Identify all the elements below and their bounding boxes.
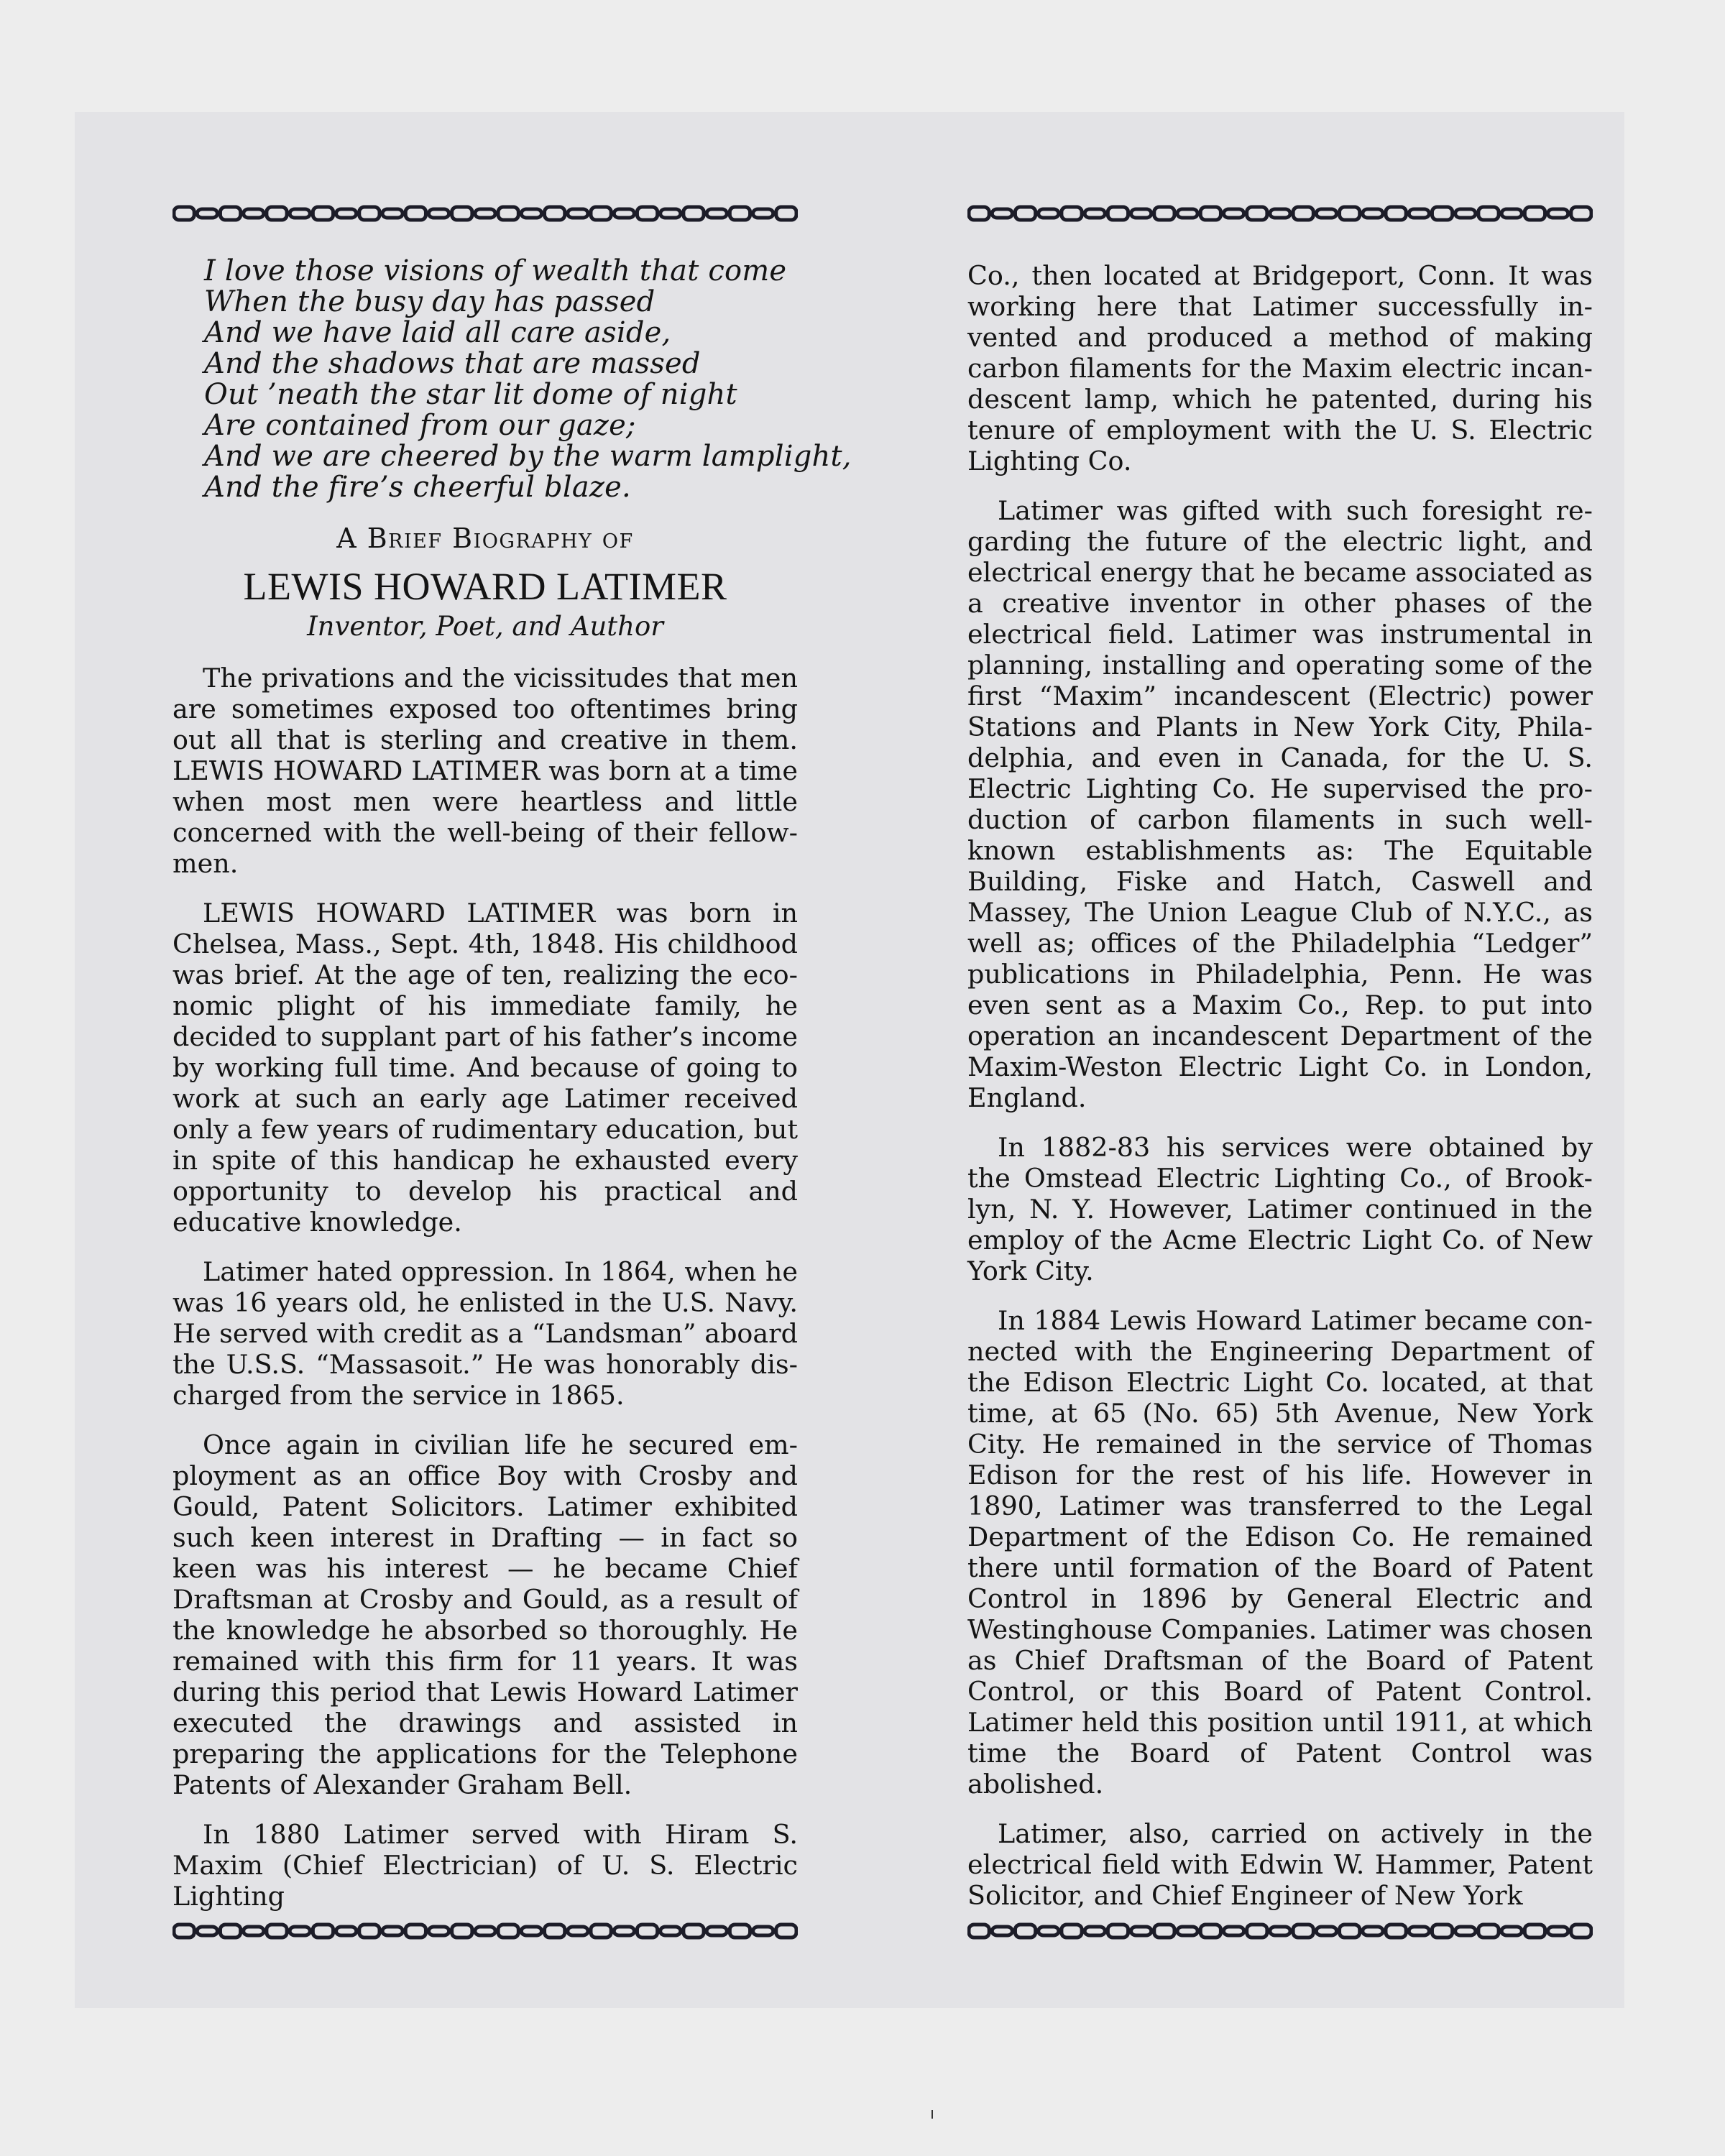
bottom-left-chain-border [172,1920,798,1942]
left-column [172,112,852,2008]
chain-link [452,1925,472,1938]
chain-link [475,209,495,218]
chain-link [498,1925,518,1938]
chain-link [1478,207,1499,220]
chain-link [521,1927,541,1935]
chain-link [1409,1927,1429,1935]
chain-link [1363,1927,1383,1935]
chain-link [753,209,773,218]
poem-line: And the shadows that are massed [204,347,701,380]
chain-link [1131,1927,1151,1935]
chain-link [336,1927,356,1935]
chain-link [1524,207,1545,220]
chain-link [1247,1925,1267,1938]
chain-link [267,207,287,220]
chain-link [1386,207,1406,220]
chain-link [336,209,356,218]
chain-link [290,1927,310,1935]
chain-link [1571,207,1591,220]
paragraph: Latimer was gifted with such foresight regarding the future of the electric light, and electrical energy that he became associated as a creative inventor in other phases of the electrical field. Latimer was instrumental in planning, installing and operating some of the first “Maxim” incandescent (Electric) power Stations and Plants in New York City, Philadelphia, and even in Canada, for the U. S. Electric Lighting Co. He supervised the production of carbon filaments in such well-known establishments as: The Equitable Building, Fiske and Hatch, Caswell and Massey, The Union League Club of N.Y.C., as well as; offices of the Philadelphia “Ledger” publications in Philadelphia, Penn. He was even sent as a Maxim Co., Rep. to put into operation an incandescent Department of the Maxim-Weston Electric Light Co. in London, England. [967,495,1593,1113]
paragraph: Co., then located at Bridgeport, Conn. It was working here that Latimer successfully invented and produced a method of making carbon filaments for the Maxim electric incandescent lamp, which he patented, during his tenure of employment with the U. S. Electric Lighting Co. [967,260,1593,476]
chain-link [992,1927,1012,1935]
paragraph: Latimer, also, carried on actively in the electrical field with Edwin W. Hammer, Patent Solicitor, and Chief Engineer of New York [967,1818,1593,1911]
chain-link [244,1927,264,1935]
chain-link [382,1927,402,1935]
biography-heading [172,522,798,642]
top-right-chain-border [967,203,1593,224]
chain-link [313,1925,333,1938]
chain-link [614,1927,634,1935]
chain-link [1548,1927,1568,1935]
chain-link [730,1925,750,1938]
chain-link [591,1925,611,1938]
chain-link [969,207,989,220]
chain-link [707,1927,727,1935]
chain-link [568,209,588,218]
chain-link [1154,1925,1174,1938]
chain-link [1432,1925,1452,1938]
chain-link [452,207,472,220]
chain-link [1293,1925,1313,1938]
chain-link [545,207,565,220]
chain-link [684,207,704,220]
scanned-page [75,112,1624,2008]
chain-ornament [172,1920,798,1942]
chain-link [290,209,310,218]
paragraph: LEWIS HOWARD LATIMER was born in Chelsea, Mass., Sept. 4th, 1848. His childhood was brief. At the age of ten, realizing the economic plight of his immediate family, he decided to supplant part of his father’s income by working full time. And because of going to work at such an early age Latimer received only a few years of rudimentary education, but in spite of this handicap he exhausted every opportunity to develop his practical and educative knowledge. [172,898,798,1238]
right-column [967,112,1593,2008]
chain-link [1039,209,1059,218]
poem-line: And the fire’s cheerful blaze. [204,471,631,504]
chain-link [521,209,541,218]
chain-ornament [967,203,1593,224]
bottom-right-chain-border [967,1920,1593,1942]
paragraph: Once again in civilian life he secured employment as an office Boy with Crosby and Gould, Patent Solicitors. Latimer exhibited such keen interest in Drafting — in fact so keen was his interest — he became Chief Draftsman at Crosby and Gould, as a result of the knowledge he absorbed so thoroughly. He remained with this firm for 11 years. It was during this period that Lewis Howard Latimer executed the drawings and assisted in preparing the applications for the Telephone Patents of Alexander Graham Bell. [172,1429,798,1800]
chain-link [174,207,194,220]
chain-link [1340,207,1360,220]
chain-link [661,209,681,218]
chain-link [776,1925,796,1938]
chain-link [753,1927,773,1935]
poem-line: Are contained from our gaze; [204,409,636,442]
chain-link [244,209,264,218]
chain-link [220,207,240,220]
chain-link [1363,209,1383,218]
chain-link [1270,1927,1290,1935]
chain-link [1085,1927,1105,1935]
chain-link [1316,1927,1336,1935]
paragraph: The privations and the vicissitudes that men are sometimes exposed too oftentimes bring out all that is sterling and creative in them. LEWIS HOWARD LATIMER was born at a time when most men were heartless and little concerned with the well-being of their fellowmen. [172,663,798,879]
chain-link [405,207,426,220]
chain-link [992,209,1012,218]
chain-link [1062,1925,1082,1938]
poem-line: And we are cheered by the warm lamplight, [204,440,852,473]
chain-link [498,207,518,220]
chain-ornament [967,1920,1593,1942]
chain-link [382,209,402,218]
paragraph: In 1882-83 his services were obtained by the Omstead Electric Lighting Co., of Brooklyn, N. Y. However, Latimer continued in the employ of the Acme Electric Light Co. of New York City. [967,1132,1593,1286]
chain-link [568,1927,588,1935]
chain-link [1455,209,1476,218]
chain-link [637,207,657,220]
chain-link [1177,209,1197,218]
chain-link [220,1925,240,1938]
chain-link [267,1925,287,1938]
chain-link [313,207,333,220]
chain-link [1085,209,1105,218]
chain-link [1524,1925,1545,1938]
chain-link [1293,207,1313,220]
chain-link [475,1927,495,1935]
chain-link [197,209,217,218]
chain-link [197,1927,217,1935]
chain-link [1154,207,1174,220]
chain-link [1200,207,1220,220]
chain-link [969,1925,989,1938]
chain-link [1386,1925,1406,1938]
chain-link [707,209,727,218]
paragraph: In 1880 Latimer served with Hiram S. Maxim (Chief Electrician) of U. S. Electric Lighting [172,1819,798,1912]
chain-link [1223,1927,1243,1935]
poem-line: Out ’neath the star lit dome of night [204,378,737,411]
chain-link [637,1925,657,1938]
poem-line: I love those visions of wealth that come [204,254,787,287]
chain-link [1015,1925,1035,1938]
chain-link [1548,209,1568,218]
chain-link [1340,1925,1360,1938]
chain-link [684,1925,704,1938]
chain-link [1015,207,1035,220]
chain-link [1316,209,1336,218]
chain-link [545,1925,565,1938]
chain-link [174,1925,194,1938]
poem-line: When the busy day has passed [204,285,656,318]
chain-link [428,209,448,218]
chain-link [1501,209,1522,218]
chain-link [661,1927,681,1935]
heading-subtitle: Inventor, Poet, and Author [307,611,663,642]
chain-link [1455,1927,1476,1935]
heading-small-caps: A Brief Biography of [336,522,634,554]
chain-link [1247,207,1267,220]
chain-link [1131,209,1151,218]
chain-ornament [172,203,798,224]
chain-link [428,1927,448,1935]
chain-link [1270,209,1290,218]
chain-link [1177,1927,1197,1935]
chain-link [1571,1925,1591,1938]
chain-link [1432,207,1452,220]
paragraph: In 1884 Lewis Howard Latimer became connected with the Engineering Department of the Edison Electric Light Co. located, at that time, at 65 (No. 65) 5th Avenue, New York City. He remained in the service of Thomas Edison for the rest of his life. However in 1890, Latimer was transferred to the Legal Department of the Edison Co. He remained there until formation of the Board of Patent Control in 1896 by General Electric and Westinghouse Companies. Latimer was chosen as Chief Draftsman of the Board of Patent Control, or this Board of Patent Control. Latimer held this position until 1911, at which time the Board of Patent Control was abolished. [967,1305,1593,1800]
poem-line: And we have laid all care aside, [204,316,671,349]
chain-link [591,207,611,220]
chain-link [1223,209,1243,218]
chain-link [1478,1925,1499,1938]
chain-link [1108,207,1128,220]
chain-link [1062,207,1082,220]
heading-name: LEWIS HOWARD LATIMER [243,565,727,608]
paragraph: Latimer hated oppression. In 1864, when he was 16 years old, he enlisted in the U.S. Navy. He served with credit as a “Landsman” aboard the U.S.S. “Massasoit.” He was honorably discharged from the service in 1865. [172,1256,798,1411]
chain-link [614,209,634,218]
chain-link [1409,209,1429,218]
chain-link [730,207,750,220]
chain-link [359,207,380,220]
chain-link [1039,1927,1059,1935]
chain-link [405,1925,426,1938]
opening-poem [204,254,852,504]
chain-link [776,207,796,220]
chain-link [1108,1925,1128,1938]
fold-mark [932,2110,933,2119]
chain-link [359,1925,380,1938]
chain-link [1200,1925,1220,1938]
top-left-chain-border [172,203,798,224]
chain-link [1501,1927,1522,1935]
